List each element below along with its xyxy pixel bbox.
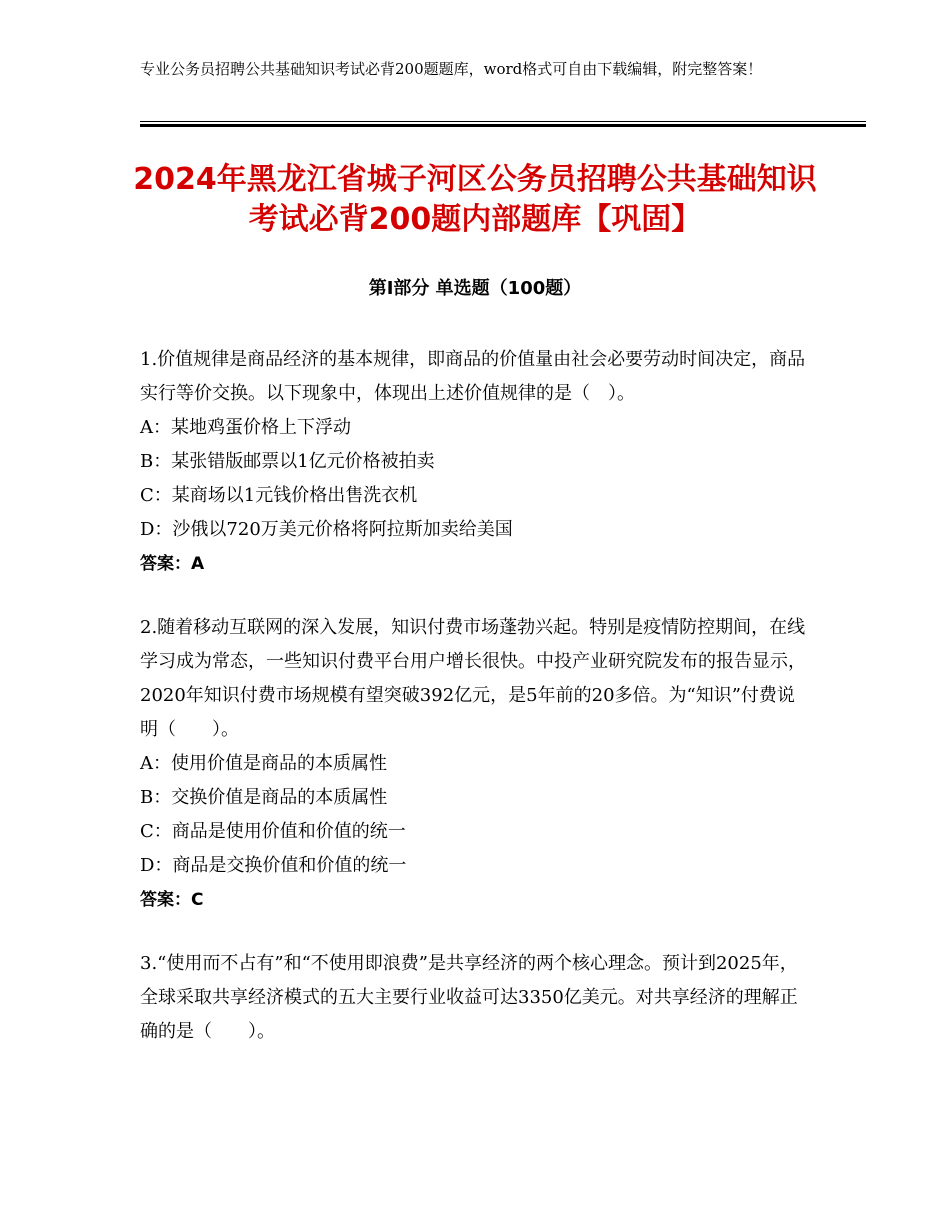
question-stem: 2.随着移动互联网的深入发展，知识付费市场蓬勃兴起。特别是疫情防控期间，在线学习成为常态，一些知识付费平台用户增长很快。中投产业研究院发布的报告显示，2020年知识付费市场规模有望突破392亿元，是5年前的20多倍。为“知识”付费说明（ ）。: [140, 617, 806, 740]
question-1: [140, 343, 810, 581]
option-c: C：某商场以1元钱价格出售洗衣机: [140, 485, 418, 506]
option-b: B：某张错版邮票以1亿元价格被拍卖: [140, 451, 435, 472]
question-stem: 1.价值规律是商品经济的基本规律，即商品的价值量由社会必要劳动时间决定，商品实行等价交换。以下现象中，体现出上述价值规律的是（ ）。: [140, 349, 806, 404]
header-divider-thick: [140, 124, 866, 127]
page-title: 2024年黑龙江省城子河区公务员招聘公共基础知识考试必背200题内部题库【巩固】: [133, 162, 817, 237]
question-list: [140, 343, 810, 1079]
header-note: 专业公务员招聘公共基础知识考试必背200题题库，word格式可自由下载编辑，附完整答案！: [140, 60, 763, 78]
section-heading: 第Ⅰ部分 单选题（100题）: [368, 278, 582, 299]
answer: 答案：C: [140, 890, 204, 910]
option-a: A：某地鸡蛋价格上下浮动: [140, 417, 351, 438]
question-2: [140, 611, 810, 917]
option-d: D：沙俄以720万美元价格将阿拉斯加卖给美国: [140, 519, 513, 540]
option-c: C：商品是使用价值和价值的统一: [140, 821, 406, 842]
question-3: [140, 947, 810, 1049]
header-divider-thin: [140, 121, 866, 122]
question-stem: 3.“使用而不占有”和“不使用即浪费”是共享经济的两个核心理念。预计到2025年，全球采取共享经济模式的五大主要行业收益可达3350亿美元。对共享经济的理解正确的是（ ）。: [140, 953, 798, 1042]
option-d: D：商品是交换价值和价值的统一: [140, 855, 407, 876]
answer: 答案：A: [140, 554, 205, 574]
option-b: B：交换价值是商品的本质属性: [140, 787, 388, 808]
option-a: A：使用价值是商品的本质属性: [140, 753, 387, 774]
